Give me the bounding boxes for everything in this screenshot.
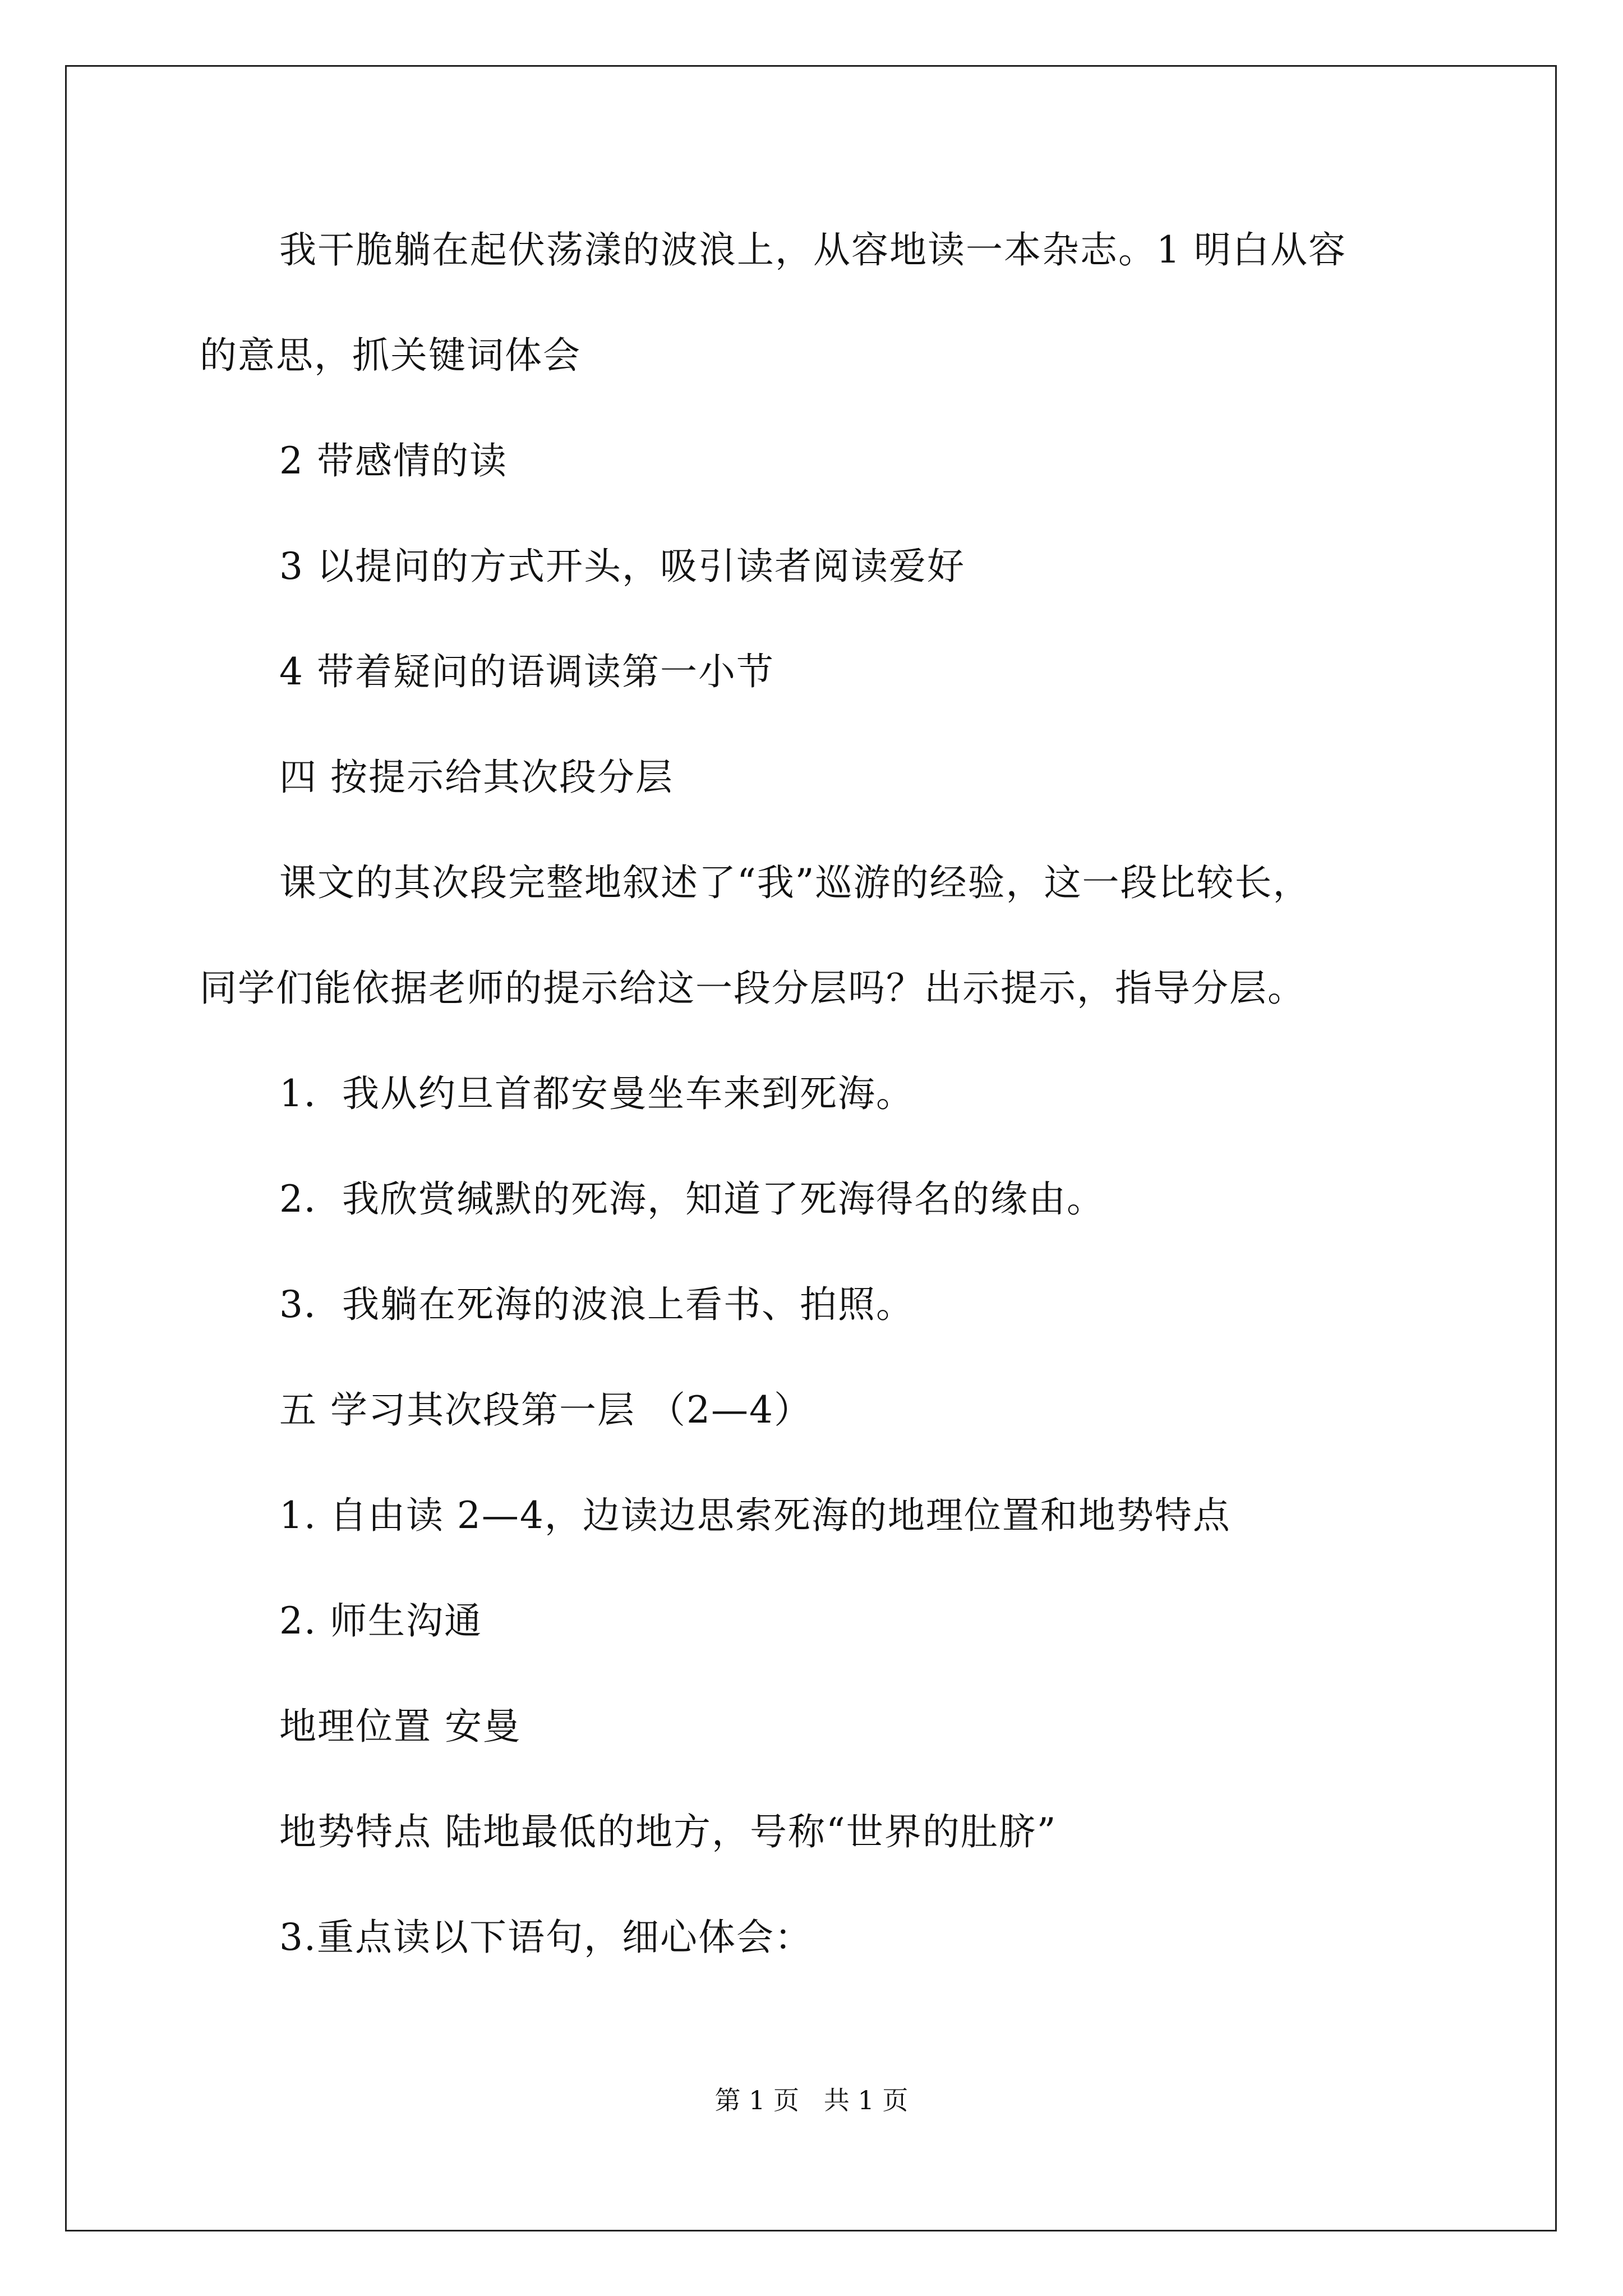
text-line-1: 我干脆躺在起伏荡漾的波浪上，从容地读一本杂志。1 明白从容 — [279, 228, 1347, 272]
step-2: 2. 师生沟通 — [279, 1599, 482, 1642]
text-line-7: 课文的其次段完整地叙述了“我”巡游的经验，这一段比较长， — [279, 861, 1311, 904]
text-line-4: 3 以提问的方式开头，吸引读者阅读爱好 — [279, 545, 965, 588]
terrain-line: 地势特点 陆地最低的地方，号称“世界的肚脐” — [279, 1810, 1057, 1853]
text-line-2: 的意思，抓关键词体会 — [200, 334, 581, 377]
section-heading-4: 四 按提示给其次段分层 — [279, 756, 674, 799]
list-item-3: 3．我躺在死海的波浪上看书、拍照。 — [279, 1283, 914, 1326]
step-1: 1. 自由读 2—4，边读边思索死海的地理位置和地势特点 — [279, 1494, 1231, 1537]
list-item-2: 2．我欣赏缄默的死海，知道了死海得名的缘由。 — [279, 1177, 1105, 1221]
list-item-1: 1．我从约旦首都安曼坐车来到死海。 — [279, 1072, 914, 1115]
text-line-3: 2 带感情的读 — [279, 439, 508, 482]
text-line-8: 同学们能依据老师的提示给这一段分层吗？出示提示，指导分层。 — [200, 967, 1306, 1010]
page-border — [65, 65, 1557, 2231]
section-heading-5: 五 学习其次段第一层 （2—4） — [279, 1388, 812, 1432]
geo-location-line: 地理位置 安曼 — [279, 1705, 521, 1748]
page-number-footer: 第 1 页 共 1 页 — [714, 2085, 909, 2115]
step-3: 3.重点读以下语句，细心体会： — [279, 1916, 813, 1959]
text-line-5: 4 带着疑问的语调读第一小节 — [279, 650, 774, 693]
